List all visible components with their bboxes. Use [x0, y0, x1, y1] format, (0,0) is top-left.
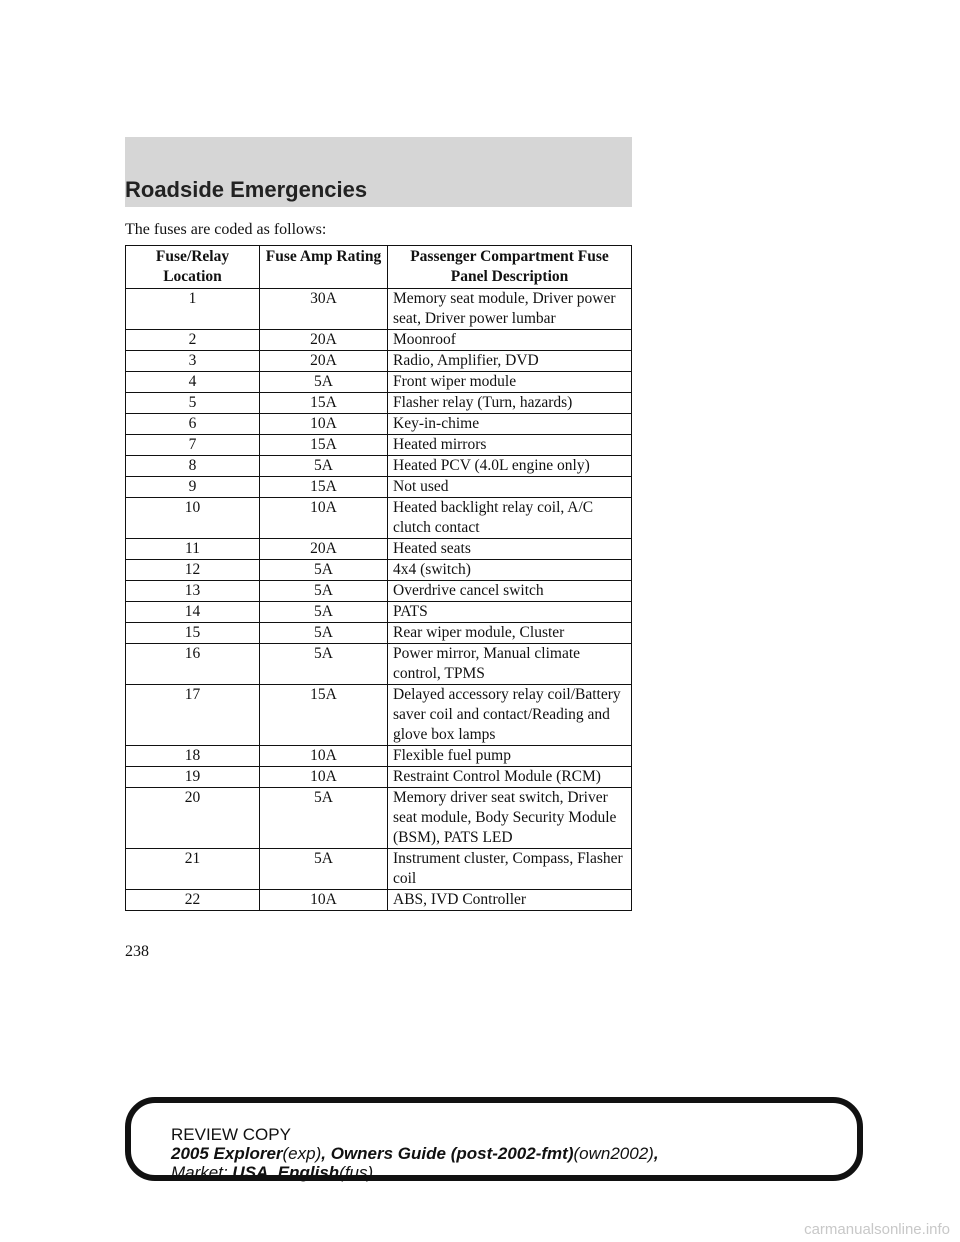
fuse-description-cell: Moonroof [388, 330, 632, 351]
page-number: 238 [125, 943, 149, 960]
market-name: USA_English [232, 1163, 340, 1182]
fuse-location-cell: 1 [126, 289, 260, 330]
guide-name: Owners Guide (post-2002-fmt) [330, 1144, 574, 1163]
fuse-amp-cell: 5A [260, 849, 388, 890]
table-row [126, 372, 632, 393]
fuse-description-cell: Heated mirrors [388, 435, 632, 456]
fuse-description-cell: Memory seat module, Driver power seat, Driver power lumbar [388, 289, 632, 330]
fuse-amp-cell: 20A [260, 539, 388, 560]
fuse-location-cell: 12 [126, 560, 260, 581]
table-row [126, 685, 632, 746]
table-row [126, 767, 632, 788]
fuse-location-cell: 22 [126, 890, 260, 911]
fuse-amp-cell: 10A [260, 767, 388, 788]
fuse-description-cell: Memory driver seat switch, Driver seat module, Body Security Module (BSM), PATS LED [388, 788, 632, 849]
fuse-description-cell: Rear wiper module, Cluster [388, 623, 632, 644]
column-header-amp-rating: Fuse Amp Rating [260, 246, 388, 289]
market-code: (fus) [339, 1163, 374, 1182]
fuse-description-cell: Heated seats [388, 539, 632, 560]
guide-code: (own2002) [573, 1144, 654, 1163]
fuse-amp-cell: 10A [260, 498, 388, 539]
separator: , [653, 1144, 659, 1163]
fuse-description-cell: Delayed accessory relay coil/Battery saver coil and contact/Reading and glove box lamps [388, 685, 632, 746]
fuse-location-cell: 20 [126, 788, 260, 849]
vehicle-code: (exp) [282, 1144, 322, 1163]
table-row [126, 746, 632, 767]
table-row [126, 788, 632, 849]
fuse-description-cell: Not used [388, 477, 632, 498]
fuse-amp-cell: 10A [260, 746, 388, 767]
separator: , [321, 1144, 326, 1163]
market-label: Market: [171, 1163, 228, 1182]
fuse-amp-cell: 20A [260, 330, 388, 351]
review-copy-text [171, 1125, 659, 1182]
fuse-amp-cell: 10A [260, 890, 388, 911]
fuse-location-cell: 14 [126, 602, 260, 623]
table-row [126, 289, 632, 330]
table-row [126, 890, 632, 911]
review-copy-label: REVIEW COPY [171, 1125, 291, 1144]
review-copy-line2 [171, 1144, 659, 1163]
fuse-amp-cell: 5A [260, 581, 388, 602]
intro-text: The fuses are coded as follows: [125, 221, 327, 238]
review-copy-line3 [171, 1163, 659, 1182]
table-header-row [126, 246, 632, 289]
fuse-location-cell: 21 [126, 849, 260, 890]
fuse-description-cell: Key-in-chime [388, 414, 632, 435]
fuse-description-cell: Heated backlight relay coil, A/C clutch contact [388, 498, 632, 539]
table-row [126, 849, 632, 890]
vehicle-name: 2005 Explorer [171, 1144, 283, 1163]
fuse-description-cell: Flexible fuel pump [388, 746, 632, 767]
table-row [126, 393, 632, 414]
table-row [126, 560, 632, 581]
fuse-location-cell: 7 [126, 435, 260, 456]
fuse-amp-cell: 5A [260, 560, 388, 581]
fuse-description-cell: Instrument cluster, Compass, Flasher coil [388, 849, 632, 890]
fuse-amp-cell: 30A [260, 289, 388, 330]
fuse-location-cell: 18 [126, 746, 260, 767]
table-row [126, 602, 632, 623]
table-row [126, 435, 632, 456]
fuse-location-cell: 13 [126, 581, 260, 602]
section-title: Roadside Emergencies [125, 177, 368, 202]
fuse-location-cell: 5 [126, 393, 260, 414]
fuse-location-cell: 6 [126, 414, 260, 435]
fuse-description-cell: Overdrive cancel switch [388, 581, 632, 602]
fuse-description-cell: Front wiper module [388, 372, 632, 393]
fuse-description-cell: 4x4 (switch) [388, 560, 632, 581]
fuse-location-cell: 3 [126, 351, 260, 372]
table-row [126, 414, 632, 435]
fuse-amp-cell: 15A [260, 685, 388, 746]
table-row [126, 456, 632, 477]
fuse-location-cell: 9 [126, 477, 260, 498]
fuse-description-cell: Flasher relay (Turn, hazards) [388, 393, 632, 414]
fuse-description-cell: PATS [388, 602, 632, 623]
table-row [126, 581, 632, 602]
fuse-amp-cell: 15A [260, 477, 388, 498]
fuse-description-cell: Restraint Control Module (RCM) [388, 767, 632, 788]
fuse-location-cell: 10 [126, 498, 260, 539]
fuse-amp-cell: 5A [260, 602, 388, 623]
fuse-amp-cell: 5A [260, 623, 388, 644]
column-header-description: Passenger Compartment Fuse Panel Description [388, 246, 632, 289]
fuse-location-cell: 11 [126, 539, 260, 560]
fuse-location-cell: 8 [126, 456, 260, 477]
fuse-amp-cell: 5A [260, 372, 388, 393]
review-copy-box [125, 1097, 863, 1181]
fuse-description-cell: Heated PCV (4.0L engine only) [388, 456, 632, 477]
fuse-table [125, 245, 632, 911]
fuse-location-cell: 2 [126, 330, 260, 351]
table-row [126, 498, 632, 539]
table-row [126, 330, 632, 351]
watermark-link[interactable]: carmanualsonline.info [804, 1221, 950, 1238]
fuse-location-cell: 17 [126, 685, 260, 746]
fuse-amp-cell: 15A [260, 393, 388, 414]
fuse-location-cell: 15 [126, 623, 260, 644]
fuse-description-cell: Power mirror, Manual climate control, TPMS [388, 644, 632, 685]
table-row [126, 477, 632, 498]
fuse-table-body [126, 289, 632, 911]
table-row [126, 351, 632, 372]
fuse-amp-cell: 20A [260, 351, 388, 372]
table-row [126, 623, 632, 644]
fuse-location-cell: 19 [126, 767, 260, 788]
fuse-location-cell: 16 [126, 644, 260, 685]
fuse-location-cell: 4 [126, 372, 260, 393]
table-row [126, 539, 632, 560]
section-header [125, 137, 632, 207]
fuse-amp-cell: 10A [260, 414, 388, 435]
fuse-amp-cell: 15A [260, 435, 388, 456]
fuse-amp-cell: 5A [260, 644, 388, 685]
fuse-amp-cell: 5A [260, 788, 388, 849]
column-header-location: Fuse/Relay Location [126, 246, 260, 289]
table-row [126, 644, 632, 685]
fuse-description-cell: ABS, IVD Controller [388, 890, 632, 911]
fuse-description-cell: Radio, Amplifier, DVD [388, 351, 632, 372]
fuse-amp-cell: 5A [260, 456, 388, 477]
